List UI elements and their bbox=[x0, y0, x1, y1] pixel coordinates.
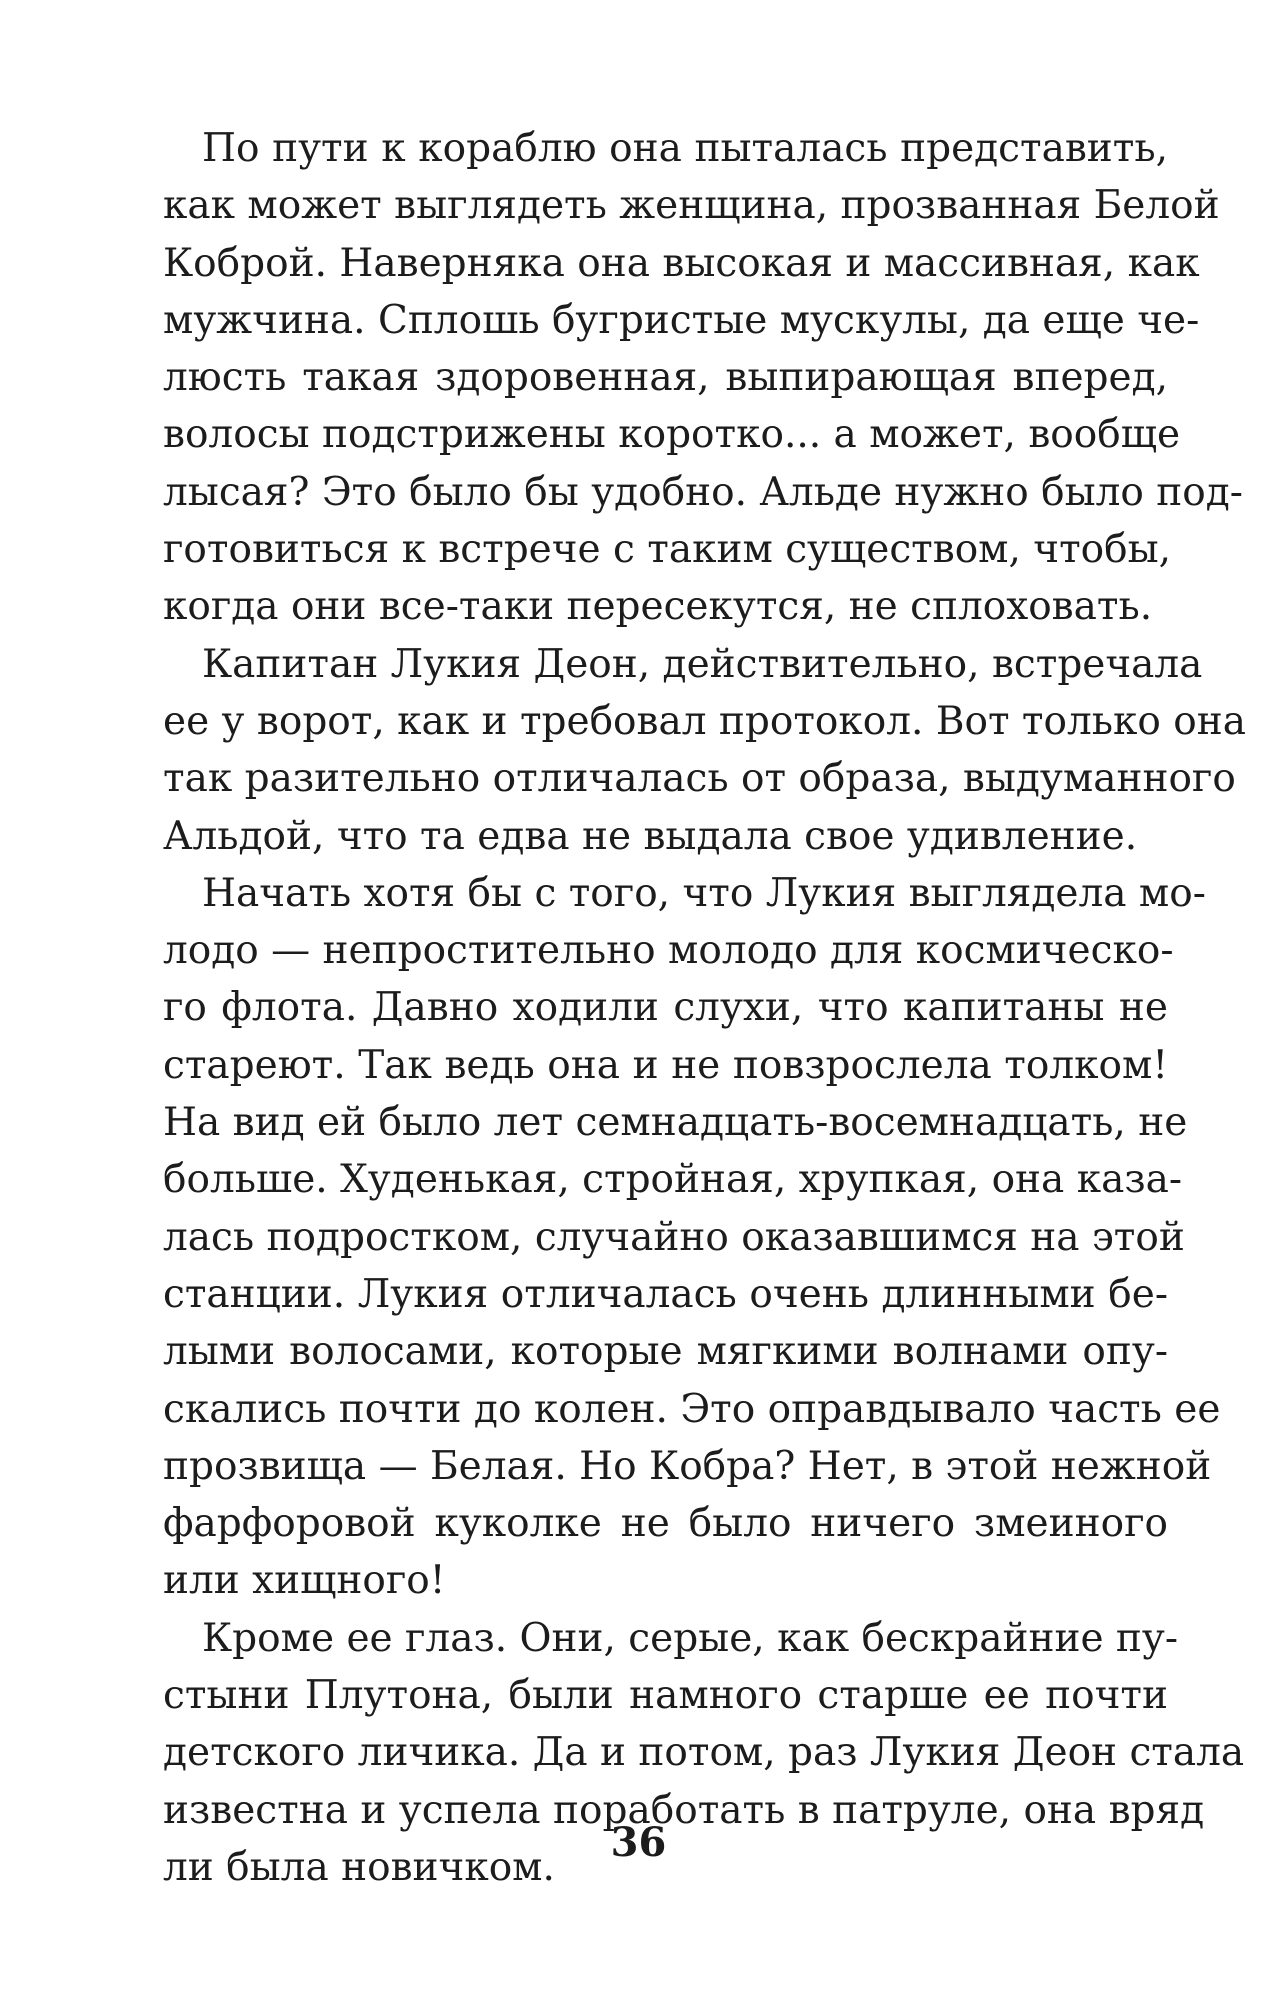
paragraph-3 bbox=[163, 865, 1221, 1610]
text-line: или хищного! bbox=[163, 1558, 446, 1604]
text-line: прозвища — Белая. Но Кобра? Нет, в этой нежной bbox=[163, 1443, 1212, 1489]
text-line: скались почти до колен. Это оправдывало часть ее bbox=[163, 1386, 1221, 1432]
text-line: ли была новичком. bbox=[163, 1844, 555, 1890]
text-line: Альдой, что та едва не выдала свое удивление. bbox=[163, 813, 1138, 859]
text-line: лысая? Это было бы удобно. Альде нужно было под- bbox=[163, 469, 1243, 515]
text-line: как может выглядеть женщина, прозванная Белой bbox=[163, 183, 1220, 229]
text-line: когда они все-таки пересекутся, не сплоховать. bbox=[163, 584, 1153, 630]
text-line: мужчина. Сплошь бугристые мускулы, да еще че- bbox=[163, 297, 1200, 343]
text-line: лыми волосами, которые мягкими волнами опу- bbox=[163, 1329, 1168, 1375]
paragraph-1 bbox=[163, 120, 1243, 636]
paragraph-2 bbox=[163, 636, 1246, 865]
text-line: так разительно отличалась от образа, выдуманного bbox=[163, 756, 1236, 802]
text-line: лодо — непростительно молодо для космическо- bbox=[163, 928, 1174, 974]
text-line: больше. Худенькая, стройная, хрупкая, она каза- bbox=[163, 1157, 1183, 1203]
text-line: ее у ворот, как и требовал протокол. Вот только она bbox=[163, 698, 1246, 744]
text-line: люсть такая здоровенная, выпирающая вперед, bbox=[163, 355, 1168, 401]
text-line: лась подростком, случайно оказавшимся на этой bbox=[163, 1214, 1185, 1260]
text-line: Кроме ее глаз. Они, серые, как бескрайние пу- bbox=[202, 1615, 1179, 1661]
text-line: го флота. Давно ходили слухи, что капитаны не bbox=[163, 985, 1168, 1031]
text-line: Капитан Лукия Деон, действительно, встречала bbox=[202, 641, 1203, 687]
text-line: фарфоровой куколке не было ничего змеиного bbox=[163, 1501, 1168, 1547]
text-line: На вид ей было лет семнадцать-восемнадцать, не bbox=[163, 1100, 1188, 1146]
text-line: стыни Плутона, были намного старше ее почти bbox=[163, 1673, 1168, 1719]
body-text bbox=[163, 120, 1246, 1896]
text-line: известна и успела поработать в патруле, она вряд bbox=[163, 1787, 1205, 1833]
text-line: готовиться к встрече с таким существом, чтобы, bbox=[163, 527, 1172, 573]
text-line: Коброй. Наверняка она высокая и массивная, как bbox=[163, 240, 1200, 286]
text-line: станции. Лукия отличалась очень длинными бе- bbox=[163, 1271, 1168, 1317]
text-line: стареют. Так ведь она и не повзрослела толком! bbox=[163, 1042, 1168, 1088]
page-number: 36 bbox=[610, 1819, 667, 1866]
text-line: Начать хотя бы с того, что Лукия выглядела мо- bbox=[202, 870, 1206, 916]
text-line: детского личика. Да и потом, раз Лукия Деон стала bbox=[163, 1730, 1245, 1776]
text-line: волосы подстрижены коротко... а может, вообще bbox=[163, 412, 1181, 458]
text-line: По пути к кораблю она пыталась представить, bbox=[202, 126, 1168, 171]
